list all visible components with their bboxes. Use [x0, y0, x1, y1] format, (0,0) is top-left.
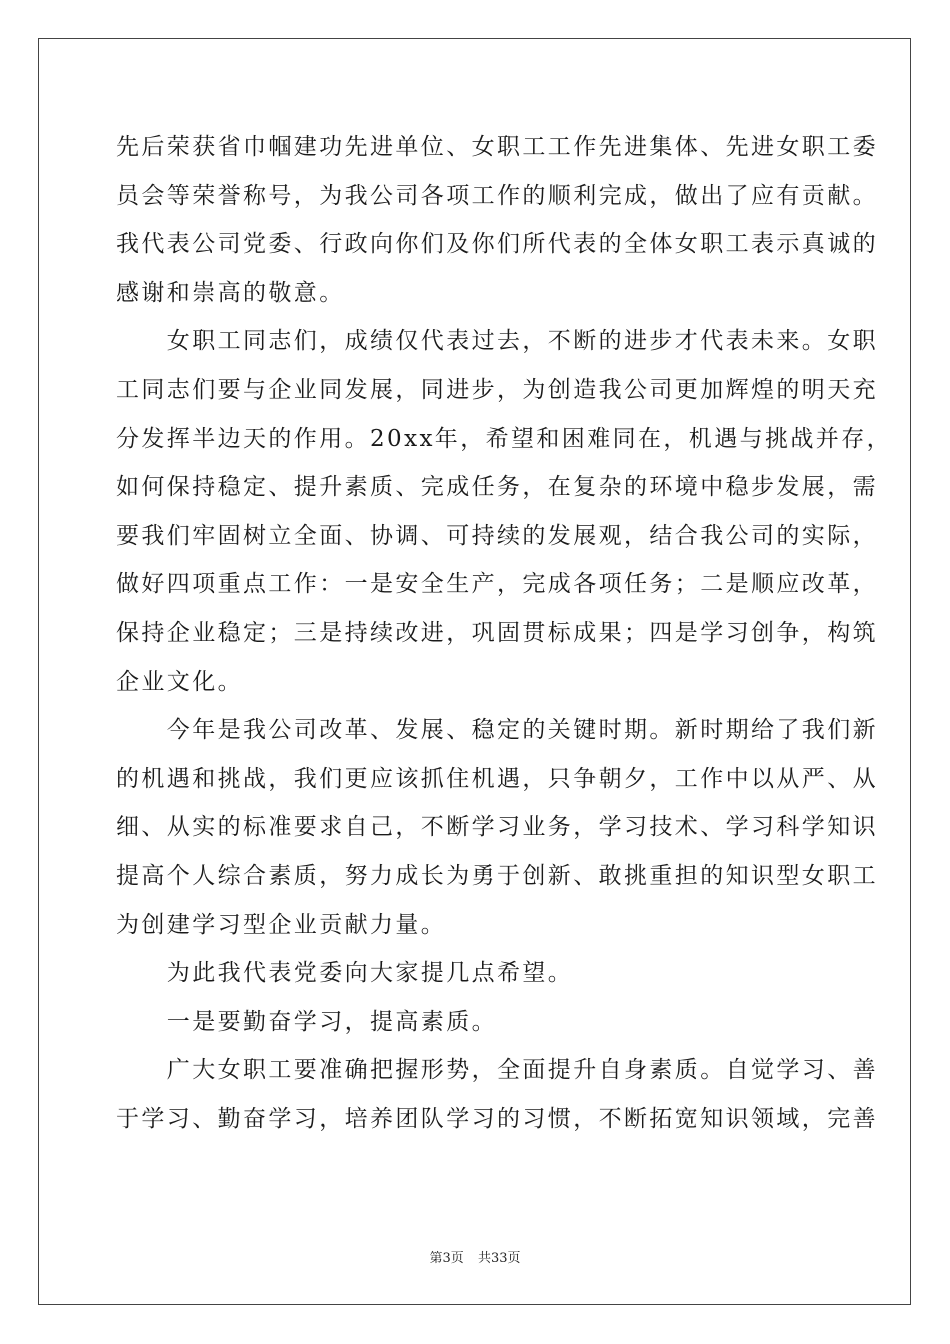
text-line: 先后荣获省巾帼建功先进单位、女职工工作先进集体、先进女职工委 [116, 134, 878, 160]
text-line: 为此我代表党委向大家提几点希望。 [116, 960, 574, 987]
text-line: 一是要勤奋学习，提高素质。 [116, 1008, 497, 1035]
text-line: 于学习、勤奋学习，培养团队学习的习惯，不断拓宽知识领域，完善 [116, 1106, 878, 1132]
text-line: 我代表公司党委、行政向你们及你们所代表的全体女职工表示真诚的 [116, 231, 878, 258]
text-line: 要我们牢固树立全面、协调、可持续的发展观，结合我公司的实际， [116, 522, 878, 549]
text-line: 今年是我公司改革、发展、稳定的关键时期。新时期给了我们新 [116, 717, 878, 744]
page-footer [0, 1247, 950, 1266]
text-line: 广大女职工要准确把握形势，全面提升自身素质。自觉学习、善 [116, 1057, 878, 1084]
text-line: 女职工同志们，成绩仅代表过去，不断的进步才代表未来。女职 [116, 328, 878, 355]
page-total: 共33页 [477, 1251, 521, 1266]
text-line: 为创建学习型企业贡献力量。 [116, 911, 447, 938]
text-line: 细、从实的标准要求自己，不断学习业务，学习技术、学习科学知识 [116, 814, 878, 841]
text-line: 工同志们要与企业同发展，同进步，为创造我公司更加辉煌的明天充 [116, 377, 878, 403]
text-line: 员会等荣誉称号，为我公司各项工作的顺利完成，做出了应有贡献。 [116, 182, 878, 209]
text-line: 分发挥半边天的作用。20xx年，希望和困难同在，机遇与挑战并存， [116, 425, 893, 452]
text-line: 保持企业稳定；三是持续改进，巩固贯标成果；四是学习创争，构筑 [116, 620, 878, 646]
text-line: 做好四项重点工作：一是安全生产，完成各项任务；二是顺应改革， [116, 571, 878, 598]
text-line: 提高个人综合素质，努力成长为勇于创新、敢挑重担的知识型女职工 [116, 863, 878, 889]
text-line: 感谢和崇高的敬意。 [116, 279, 345, 306]
text-line: 企业文化。 [116, 668, 243, 695]
page-number: 第3页 [429, 1251, 464, 1266]
text-line: 的机遇和挑战，我们更应该抓住机遇，只争朝夕，工作中以从严、从 [116, 765, 878, 792]
text-line: 如何保持稳定、提升素质、完成任务，在复杂的环境中稳步发展，需 [116, 474, 878, 501]
